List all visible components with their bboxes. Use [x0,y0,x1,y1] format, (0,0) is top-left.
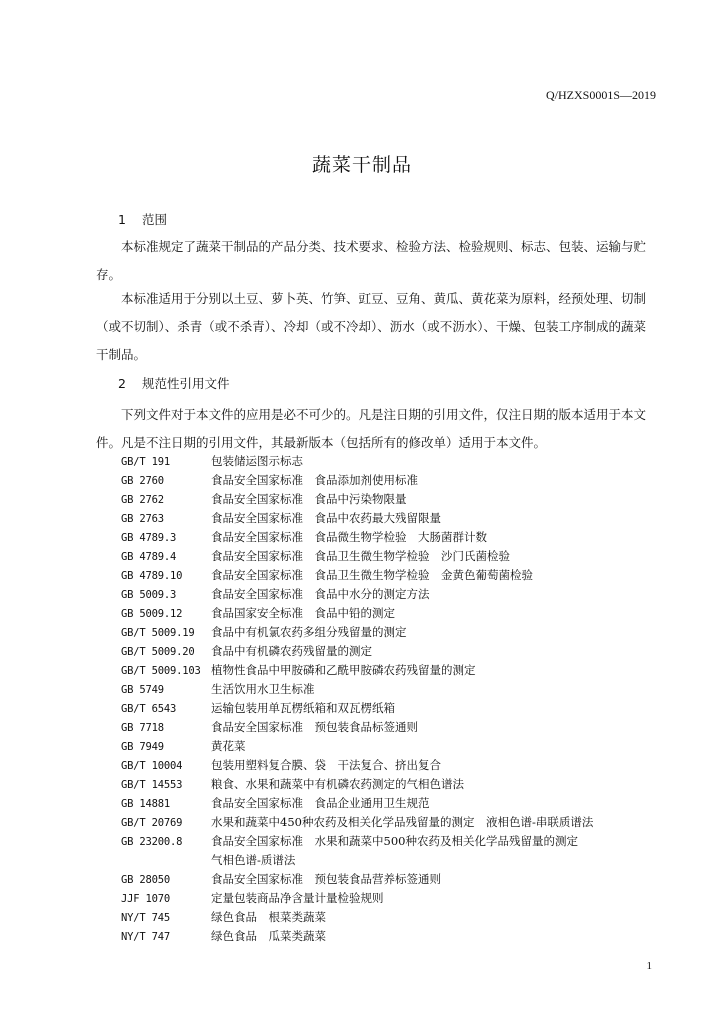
reference-title: 食品安全国家标准 食品中农药最大残留限量 [211,511,441,525]
reference-title: 食品安全国家标准 预包装食品标签通则 [211,720,418,734]
reference-item [121,452,661,471]
section-number: 2 [118,376,126,391]
reference-title: 食品国家安全标准 食品中铅的测定 [211,606,395,620]
reference-code: NY/T 747 [121,931,170,943]
reference-title: 定量包装商品净含量计量检验规则 [211,891,384,905]
reference-title: 粮食、水果和蔬菜中有机磷农药测定的气相色谱法 [211,777,464,791]
reference-title: 食品安全国家标准 预包装食品营养标签通则 [211,872,441,886]
reference-code: GB 5009.12 [121,608,183,620]
reference-code: GB 2760 [121,475,164,487]
document-number: Q/HZXS0001S—2019 [545,88,656,102]
reference-title: 气相色谱-质谱法 [211,853,296,867]
reference-item [121,927,661,946]
reference-item [121,547,661,566]
reference-list [121,452,661,946]
reference-title: 食品安全国家标准 食品企业通用卫生规范 [211,796,430,810]
reference-item [121,528,661,547]
reference-title: 食品安全国家标准 食品卫生微生物学检验 金黄色葡萄菌检验 [211,568,533,582]
reference-code: GB 23200.8 [121,836,183,848]
reference-code: GB 5749 [121,684,164,696]
reference-title: 食品安全国家标准 水果和蔬菜中500种农药及相关化学品残留量的测定 [211,834,578,848]
references-intro: 下列文件对于本文件的应用是必不可少的。凡是注日期的引用文件，仅注日期的版本适用于本文件。凡是不注日期的引用文件，其最新版本（包括所有的修改单）适用于本文件。 [96,407,647,450]
reference-item [121,509,661,528]
reference-code: GB 4789.3 [121,532,177,544]
reference-code: GB/T 20769 [121,817,183,829]
reference-item [121,870,661,889]
reference-item [121,604,661,623]
section-title: 规范性引用文件 [141,376,230,391]
reference-title: 食品安全国家标准 食品卫生微生物学检验 沙门氏菌检验 [211,549,510,563]
reference-code: GB 2762 [121,494,164,506]
section-title: 范围 [141,212,167,227]
reference-code: GB 7949 [121,741,164,753]
reference-title: 绿色食品 根菜类蔬菜 [211,910,326,924]
reference-item [121,585,661,604]
reference-code: JJF 1070 [121,893,170,905]
reference-item [121,566,661,585]
reference-code: GB/T 10004 [121,760,183,772]
reference-code: GB 5009.3 [121,589,177,601]
reference-item [121,737,661,756]
reference-item [121,756,661,775]
reference-code: GB/T 5009.19 [121,627,195,639]
reference-item [121,832,661,851]
reference-title: 包装储运图示标志 [211,454,303,468]
reference-title: 包装用塑料复合膜、袋 干法复合、挤出复合 [211,758,441,772]
reference-title: 水果和蔬菜中450种农药及相关化学品残留量的测定 液相色谱-串联质谱法 [211,815,594,829]
reference-item [121,851,661,870]
reference-code: GB/T 14553 [121,779,183,791]
reference-item [121,623,661,642]
reference-title: 生活饮用水卫生标准 [211,682,315,696]
reference-title: 食品中有机氯农药多组分残留量的测定 [211,625,407,639]
reference-title: 食品安全国家标准 食品微生物学检验 大肠菌群计数 [211,530,487,544]
scope-paragraph-1: 本标准规定了蔬菜干制品的产品分类、技术要求、检验方法、检验规则、标志、包装、运输与贮存。 [96,239,647,282]
reference-item [121,490,661,509]
reference-item [121,908,661,927]
section-1-heading [118,210,167,228]
reference-code: GB 4789.10 [121,570,183,582]
reference-title: 食品安全国家标准 食品中污染物限量 [211,492,407,506]
reference-code: GB/T 6543 [121,703,177,715]
section-number: 1 [118,212,126,227]
reference-code: NY/T 745 [121,912,170,924]
reference-item [121,718,661,737]
reference-item [121,471,661,490]
section-2-heading [118,374,230,392]
reference-code: GB 28050 [121,874,170,886]
reference-item [121,642,661,661]
scope-paragraph-2: 本标准适用于分别以土豆、萝卜英、竹笋、豇豆、豆角、黄瓜、黄花菜为原料，经预处理、切制（或不切制）、杀青（或不杀青）、冷却（或不冷却）、沥水（或不沥水）、干燥、包装工序制成的蔬菜干制品。 [96,291,647,362]
reference-code: GB 2763 [121,513,164,525]
reference-item [121,813,661,832]
reference-title: 绿色食品 瓜菜类蔬菜 [211,929,326,943]
reference-item [121,794,661,813]
reference-code: GB 14881 [121,798,170,810]
reference-item [121,661,661,680]
reference-title: 黄花菜 [211,739,246,753]
reference-item [121,680,661,699]
document-title: 蔬菜干制品 [311,154,412,176]
reference-code: GB 7718 [121,722,164,734]
page-number: 1 [646,960,652,972]
reference-title: 食品中有机磷农药残留量的测定 [211,644,372,658]
reference-title: 植物性食品中甲胺磷和乙酰甲胺磷农药残留量的测定 [211,663,476,677]
reference-item [121,775,661,794]
reference-title: 运输包装用单瓦楞纸箱和双瓦楞纸箱 [211,701,395,715]
reference-code: GB/T 5009.20 [121,646,195,658]
reference-code: GB/T 191 [121,456,170,468]
reference-item [121,699,661,718]
reference-code: GB/T 5009.103 [121,665,201,677]
reference-title: 食品安全国家标准 食品中水分的测定方法 [211,587,430,601]
reference-item [121,889,661,908]
reference-code: GB 4789.4 [121,551,177,563]
reference-title: 食品安全国家标准 食品添加剂使用标准 [211,473,418,487]
